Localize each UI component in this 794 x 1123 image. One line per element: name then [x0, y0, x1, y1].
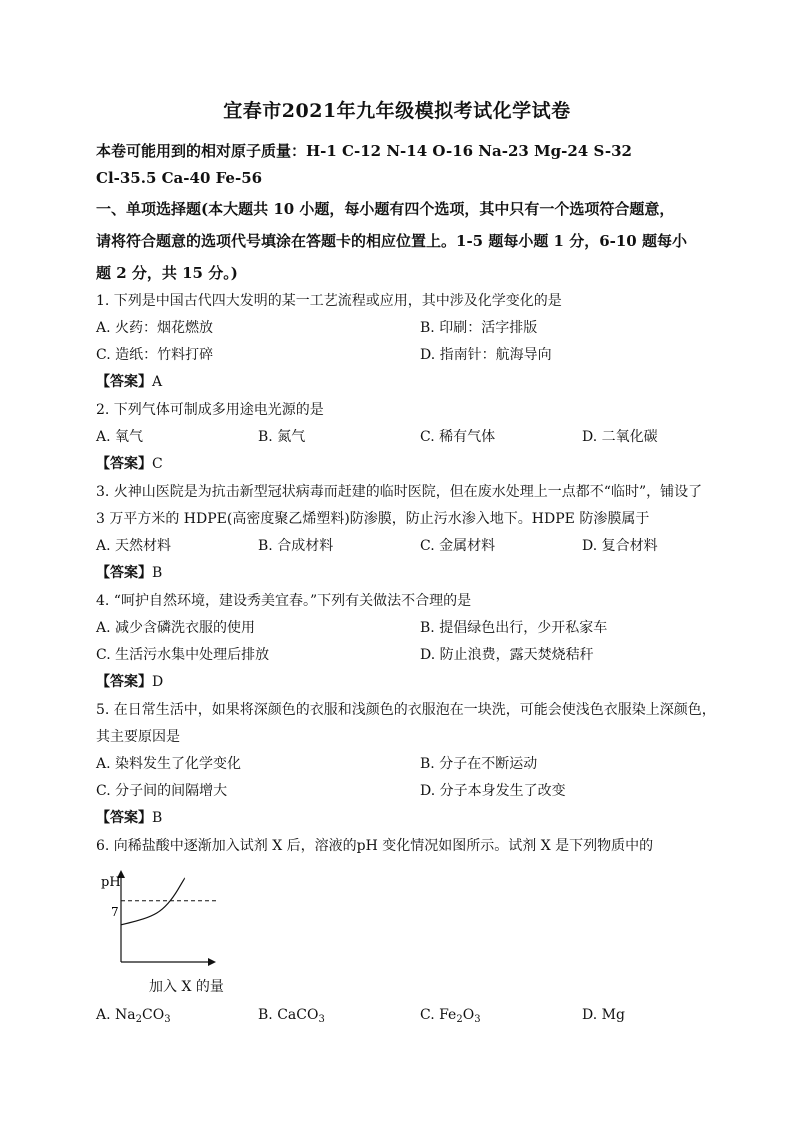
answer-key-label: 【答案】	[96, 810, 152, 826]
question-2-option-b: B. 氮气	[258, 429, 306, 445]
question-5-stem-line-2: 其主要原因是	[96, 729, 180, 745]
answer-key-label: 【答案】	[96, 565, 152, 581]
question-1-option-c: C. 造纸：竹料打碎	[96, 347, 214, 363]
answer-key-label: 【答案】	[96, 374, 152, 390]
question-5-option-b: B. 分子在不断运动	[420, 756, 538, 772]
question-2-stem: 2. 下列气体可制成多用途电光源的是	[96, 402, 324, 418]
answer-value: B	[152, 810, 163, 826]
ph-7-tick-label: 7	[111, 905, 119, 919]
x-axis-label: 加入 X 的量	[149, 979, 224, 995]
question-4-stem: 4. “呵护自然环境，建设秀美宜春。”下列有关做法不合理的是	[96, 593, 472, 609]
question-1-option-b: B. 印刷：活字排版	[420, 320, 538, 336]
question-5-option-c: C. 分子间的间隔增大	[96, 783, 228, 799]
answer-key-label: 【答案】	[96, 456, 152, 472]
question-2-option-a: A. 氧气	[96, 429, 144, 445]
section-heading-line-1: 一、单项选择题(本大题共 10 小题，每小题有四个选项，其中只有一个选项符合题意，	[96, 200, 675, 218]
answer-key-label: 【答案】	[96, 674, 152, 690]
question-6-option-b: B. CaCO$_3$	[258, 1007, 325, 1025]
question-6-stem: 6. 向稀盐酸中逐渐加入试剂 X 后，溶液的pH 变化情况如图所示。试剂 X 是下列物质中的	[96, 838, 654, 854]
question-3-stem-line-1: 3. 火神山医院是为抗击新型冠状病毒而赶建的临时医院，但在废水处理上一点都不“临时”，铺设了	[96, 484, 703, 500]
answer-value: C	[152, 456, 163, 472]
section-heading-line-3: 题 2 分，共 15 分。)	[96, 264, 238, 282]
question-3-stem-line-2: 3 万平方米的 HDPE(高密度聚乙烯塑料)防渗膜，防止污水渗入地下。HDPE 防渗膜属于	[96, 511, 650, 527]
y-axis-label: pH	[101, 875, 121, 890]
question-2-answer	[96, 453, 163, 473]
question-3-option-a: A. 天然材料	[96, 538, 172, 554]
atomic-mass-line-2: Cl-35.5 Ca-40 Fe-56	[96, 169, 263, 187]
answer-value: D	[152, 674, 164, 690]
question-2-option-d: D. 二氧化碳	[582, 429, 658, 445]
question-3-option-c: C. 金属材料	[420, 538, 496, 554]
answer-value: B	[152, 565, 163, 581]
question-4-option-b: B. 提倡绿色出行，少开私家车	[420, 620, 608, 636]
question-5-stem-line-1: 5. 在日常生活中，如果将深颜色的衣服和浅颜色的衣服泡在一块洗，可能会使浅色衣服染上深颜色，	[96, 702, 716, 718]
question-1-option-d: D. 指南针：航海导向	[420, 347, 552, 363]
question-3-answer	[96, 562, 162, 582]
ph-curve-figure	[96, 866, 236, 994]
page-title: 宜春市2021年九年级模拟考试化学试卷	[223, 100, 571, 122]
question-3-option-b: B. 合成材料	[258, 538, 334, 554]
question-5-option-d: D. 分子本身发生了改变	[420, 783, 566, 799]
question-4-answer	[96, 671, 163, 691]
question-1-option-a: A. 火药：烟花燃放	[96, 320, 214, 336]
question-3-option-d: D. 复合材料	[582, 538, 658, 554]
question-2-option-c: C. 稀有气体	[420, 429, 496, 445]
section-heading-line-2: 请将符合题意的选项代号填涂在答题卡的相应位置上。1-5 题每小题 1 分，6-10 题每小	[96, 232, 687, 250]
question-4-option-c: C. 生活污水集中处理后排放	[96, 647, 270, 663]
question-5-option-a: A. 染料发生了化学变化	[96, 756, 242, 772]
question-1-stem: 1. 下列是中国古代四大发明的某一工艺流程或应用，其中涉及化学变化的是	[96, 293, 562, 309]
question-1-answer	[96, 371, 162, 391]
ph-curve	[121, 878, 185, 925]
question-6-option-a: A. $Na_2CO_3$	[96, 1007, 171, 1025]
question-6-option-d: D. Mg	[582, 1007, 625, 1023]
question-6-option-c: C. $Fe_2O_3$	[420, 1007, 481, 1025]
question-4-option-a: A. 减少含磷洗衣服的使用	[96, 620, 256, 636]
atomic-mass-line-1: 本卷可能用到的相对原子质量：H-1 C-12 N-14 O-16 Na-23 Mg-24 S-32	[96, 142, 632, 160]
question-5-answer	[96, 807, 162, 827]
answer-value: A	[152, 374, 163, 390]
question-4-option-d: D. 防止浪费，露天焚烧秸秆	[420, 647, 594, 663]
